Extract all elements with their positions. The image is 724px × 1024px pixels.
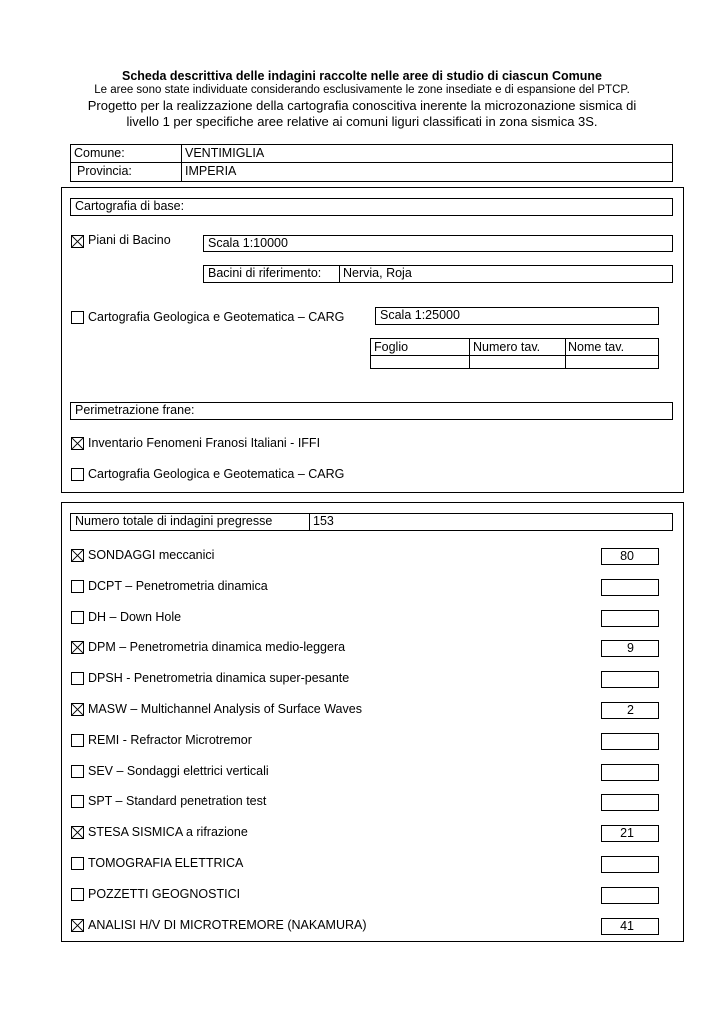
indagine-checkbox[interactable] [71,672,84,685]
comune-value: VENTIMIGLIA [185,146,265,160]
indagine-count[interactable] [601,794,659,811]
piani-scala: Scala 1:10000 [203,235,673,252]
indagine-count[interactable] [601,671,659,688]
indagine-checkbox[interactable] [71,919,84,932]
piani-label: Piani di Bacino [88,233,171,247]
form-note: Le aree sono state individuate considerando esclusivamente le zone insediate e di espansione del PTCP. [94,84,630,96]
indagine-label: STESA SISMICA a rifrazione [88,825,248,839]
indagine-checkbox[interactable] [71,703,84,716]
indagine-checkbox[interactable] [71,549,84,562]
provincia-value: IMPERIA [185,164,237,178]
indagine-count[interactable] [601,887,659,904]
indagine-label: DH – Down Hole [88,610,182,624]
total-indagini-label: Numero totale di indagini pregresse [75,514,273,528]
carg-frane-label: Cartografia Geologica e Geotematica – CARG [88,467,345,481]
indagine-label: SONDAGGI meccanici [88,548,215,562]
indagine-label: MASW – Multichannel Analysis of Surface Waves [88,702,362,716]
indagine-checkbox[interactable] [71,734,84,747]
indagine-checkbox[interactable] [71,765,84,778]
comune-label: Comune: [74,146,125,160]
indagine-count[interactable]: 21 [601,825,659,842]
indagine-checkbox[interactable] [71,888,84,901]
total-indagini [70,513,673,531]
indagine-checkbox[interactable] [71,580,84,593]
indagine-label: DCPT – Penetrometria dinamica [88,579,268,593]
project-line-1: Progetto per la realizzazione della cartografia conoscitiva inerente la microzonazione sismica di [87,98,637,113]
col-nome-tav: Nome tav. [568,340,625,354]
indagine-count[interactable] [601,764,659,781]
iffi-checkbox[interactable] [71,437,84,450]
indagine-label: DPSH - Penetrometria dinamica super-pesante [88,671,350,685]
piani-checkbox[interactable] [71,235,84,248]
indagine-label: ANALISI H/V DI MICROTREMORE (NAKAMURA) [88,918,367,932]
cartografia-title: Cartografia di base: [70,198,673,216]
indagine-label: REMI - Refractor Microtremor [88,733,252,747]
carg-scala: Scala 1:25000 [375,307,659,325]
indagine-count[interactable]: 41 [601,918,659,935]
indagine-checkbox[interactable] [71,795,84,808]
frane-title: Perimetrazione frane: [70,402,673,420]
indagine-label: DPM – Penetrometria dinamica medio-leggera [88,640,346,654]
form-title: Scheda descrittiva delle indagini raccolte nelle aree di studio di ciascun Comune [121,69,602,83]
indagine-label: POZZETTI GEOGNOSTICI [88,887,241,901]
location-table [70,144,673,182]
indagine-count[interactable] [601,610,659,627]
indagine-count[interactable]: 2 [601,702,659,719]
bacini-value: Nervia, Roja [343,266,412,280]
indagine-count[interactable]: 80 [601,548,659,565]
col-foglio: Foglio [374,340,409,354]
project-line-2: livello 1 per specifiche aree relative ai comuni liguri classificati in zona sismica 3S. [126,114,598,129]
provincia-label: Provincia: [77,164,132,178]
total-indagini-value: 153 [313,514,334,528]
carg-base-checkbox[interactable] [71,311,84,324]
project-description [0,98,724,130]
indagini-section [61,502,684,942]
indagine-count[interactable] [601,733,659,750]
indagine-count[interactable]: 9 [601,640,659,657]
iffi-label: Inventario Fenomeni Franosi Italiani - IFFI [88,436,321,450]
indagine-checkbox[interactable] [71,826,84,839]
indagine-checkbox[interactable] [71,611,84,624]
carg-base-label: Cartografia Geologica e Geotematica – CARG [88,310,345,324]
indagine-count[interactable] [601,579,659,596]
indagine-checkbox[interactable] [71,641,84,654]
indagine-label: SPT – Standard penetration test [88,794,267,808]
bacini-label: Bacini di riferimento: [208,266,322,280]
col-numero-tav: Numero tav. [473,340,541,354]
bacini-field [203,265,673,283]
carg-frane-checkbox[interactable] [71,468,84,481]
indagine-checkbox[interactable] [71,857,84,870]
indagine-label: TOMOGRAFIA ELETTRICA [88,856,244,870]
tavole-table [370,338,659,369]
indagine-label: SEV – Sondaggi elettrici verticali [88,764,269,778]
indagine-count[interactable] [601,856,659,873]
